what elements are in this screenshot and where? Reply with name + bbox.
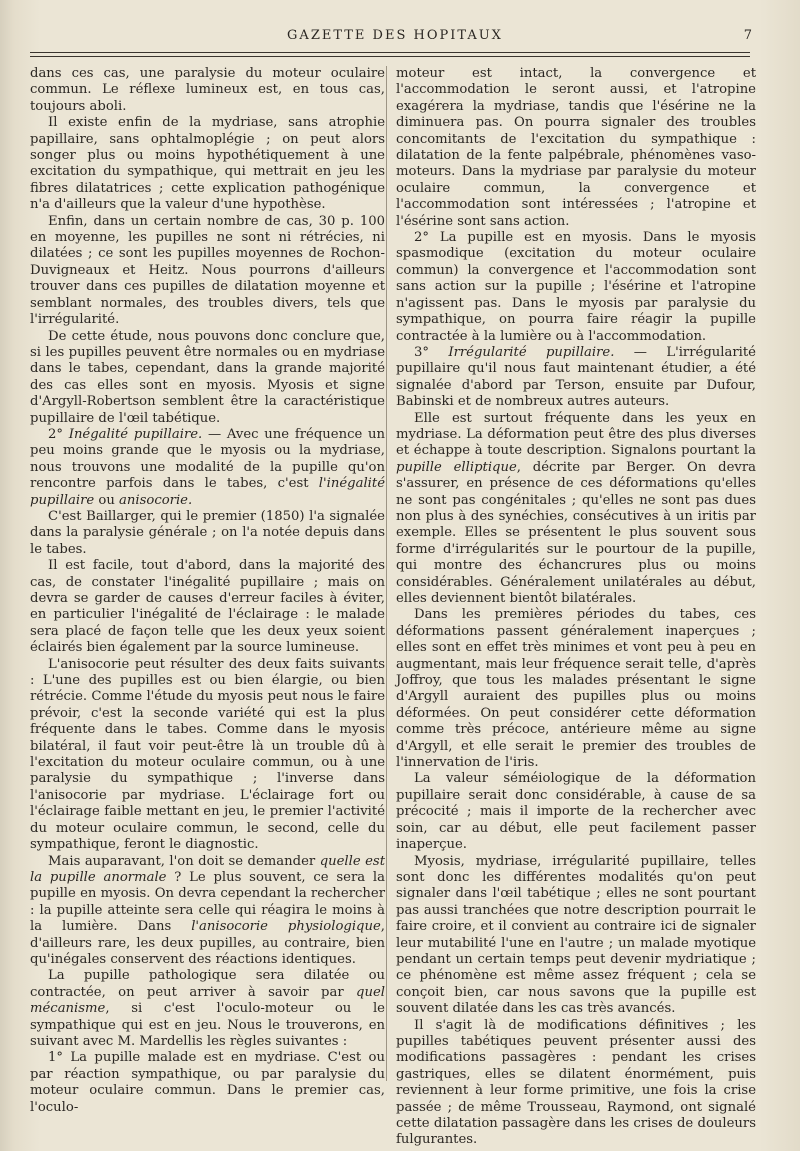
- page-number: 7: [743, 28, 752, 43]
- paragraph: De cette étude, nous pouvons donc conclure que, si les pupilles peuvent être normales ou en mydriase dans le tabes, cependant, dans la grande majorité des cas elles sont en myosis. Myosis et signe d'Argyll-Robertson semblent être la caractéristique pupillaire de l'œil tabétique.: [30, 328, 385, 426]
- left-column: [30, 66, 385, 1116]
- paragraph: 2° La pupille est en myosis. Dans le myosis spasmodique (excitation du moteur oculaire commun) la convergence et l'accommodation sont sans action sur la pupille ; l'ésérine et l'atropine n'agissent pas. Dans le myosis par paralysie du sympathique, on pourra faire réagir la pupille contractée à la lumière ou à l'accommodation.: [396, 230, 756, 344]
- paragraph: La valeur séméiologique de la déformation pupillaire serait donc considérable, à cause de sa précocité ; mais il importe de la rechercher avec soin, car au début, elle peut facilement passer inaperçue.: [396, 771, 756, 853]
- paragraph: Il existe enfin de la mydriase, sans atrophie papillaire, sans ophtalmoplégie ; on peut alors songer plus ou moins hypothétiquement à une excitation du sympathique, qui mettrait en jeu les fibres dilatatrices ; cette explication pathogénique n'a d'ailleurs que la valeur d'une hypothèse.: [30, 115, 385, 213]
- section-heading-paragraph: 2° Inégalité pupillaire. — Avec une fréquence un peu moins grande que le myosis ou la mydriase, nous trouvons une modalité de la pupille qu'on rencontre parfois dans le tabes, c'est l'inégalité pupillaire ou anisocorie.: [30, 426, 385, 508]
- paragraph: moteur est intact, la convergence et l'accommodation le seront aussi, et l'atropine exagérera la mydriase, tandis que l'ésérine ne la diminuera pas. On pourra signaler des troubles concomitants de l'excitation du sympathique : dilatation de la fente palpébrale, phénomènes vaso-moteurs. Dans la mydriase par paralysie du moteur oculaire commun, la convergence et l'accommodation sont intéressées ; l'atropine et l'ésérine sont sans action.: [396, 66, 756, 229]
- paragraph: L'anisocorie peut résulter des deux faits suivants : L'une des pupilles est ou bien élargie, ou bien rétrécie. Comme l'étude du myosis peut nous le faire prévoir, c'est la seconde variété qui est la plus fréquente dans le tabes. Comme dans le myosis bilatéral, il faut voir peut-être là un trouble dû à l'excitation du moteur oculaire commun, ou à une paralysie du sympathique ; l'inverse dans l'anisocorie par mydriase. L'éclairage fort ou l'éclairage faible mettant en jeu, le premier l'activité du moteur oculaire commun, le second, celle du sympathique, feront le diagnostic.: [30, 656, 385, 853]
- paragraph: Mais auparavant, l'on doit se demander quelle est la pupille anormale ? Le plus souvent, ce sera la pupille en myosis. On devra cependant la rechercher : la pupille atteinte sera celle qui réagira le moins à la lumière. Dans l'anisocorie physiologique, d'ailleurs rare, les deux pupilles, au contraire, bien qu'inégales conservent des réactions identiques.: [30, 853, 386, 967]
- section-title: Irrégularité pupillaire.: [448, 344, 615, 360]
- paragraph: Elle est surtout fréquente dans les yeux en mydriase. La déformation peut être des plus diverses et échappe à toute description. Signalons pourtant la pupille elliptique, décrite par Berger. On devra s'assurer, en présence de ces déformations qu'elles ne sont pas congénitales ; qu'elles ne sont pas dues non plus à des synéchies, consécutives à un iritis par exemple. Elles se présentent le plus souvent sous forme d'irrégularités sur le pourtour de la pupille, qui montre des échancrures plus ou moins considérables. Généralement unilatérales au début, elles deviennent bientôt bilatérales.: [396, 410, 756, 606]
- paragraph: Myosis, mydriase, irrégularité pupillaire, telles sont donc les différentes modalités qu'on peut signaler dans l'œil tabétique ; elles ne sont pourtant pas aussi tranchées que notre description pourrait le faire croire, et il convient au contraire ici de signaler leur mutabilité l'une en l'autre ; un malade myotique pendant un certain temps peut devenir mydriatique ; ce phénomène est même assez fréquent ; cela se conçoit bien, car nous savons que la pupille est souvent dilatée dans les cas très avancés.: [396, 853, 756, 1017]
- section-title: Inégalité pupillaire.: [68, 426, 203, 442]
- right-column: [396, 66, 756, 1149]
- paragraph: 1° La pupille malade est en mydriase. C'est ou par réaction sympathique, ou par paralysie du moteur oculaire commun. Dans le premier cas, l'oculo-: [30, 1050, 385, 1115]
- paragraph: dans ces cas, une paralysie du moteur oculaire commun. Le réflexe lumineux est, en tous cas, toujours aboli.: [30, 66, 385, 114]
- paragraph: C'est Baillarger, qui le premier (1850) l'a signalée dans la paralysie générale ; on l'a notée depuis dans le tabes.: [30, 508, 385, 557]
- paragraph: Enfin, dans un certain nombre de cas, 30 p. 100 en moyenne, les pupilles ne sont ni rétrécies, ni dilatées ; ce sont les pupilles moyennes de Rochon-Duvigneaux et Heitz. Nous pourrons d'ailleurs trouver dans ces pupilles de dilatation moyenne et semblant normales, des troubles divers, tels que l'irrégularité.: [30, 213, 385, 328]
- running-title: GAZETTE DES HOPITAUX: [287, 28, 503, 43]
- section-heading-paragraph: 3° Irrégularité pupillaire. — L'irrégularité pupillaire qu'il nous faut maintenant étudier, a été signalée d'abord par Terson, ensuite par Dufour, Babinski et de nombreux autres auteurs.: [396, 344, 756, 410]
- column-divider: [386, 66, 387, 1081]
- header-rule-secondary: [30, 56, 750, 57]
- paragraph: Dans les premières périodes du tabes, ces déformations passent généralement inaperçues ; elles sont en effet très minimes et vont peu à peu en augmentant, mais leur fréquence serait telle, d'après Joffroy, que tous les malades présentant le signe d'Argyll auraient des pupilles plus ou moins déformées. On peut considérer cette déformation comme très précoce, antérieure même au signe d'Argyll, et elle serait le premier des troubles de l'innervation de l'iris.: [396, 607, 756, 771]
- paragraph: La pupille pathologique sera dilatée ou contractée, on peut arriver à savoir par quel mécanisme, si c'est l'oculo-moteur ou le sympathique qui est en jeu. Nous le trouverons, en suivant avec M. Mardellis les règles suivantes :: [30, 968, 385, 1049]
- paragraph: Il s'agit là de modifications définitives ; les pupilles tabétiques peuvent présenter aussi des modifications passagères : pendant les crises gastriques, elles se dilatent énormément, puis reviennent à leur forme primitive, une fois la crise passée ; de même Trousseau, Raymond, ont signalé cette dilatation passagère dans les crises de douleurs fulgurantes.: [396, 1017, 756, 1148]
- paragraph: Il est facile, tout d'abord, dans la majorité des cas, de constater l'inégalité pupillaire ; mais on devra se garder de causes d'erreur faciles à éviter, en particulier l'inégalité de l'éclairage : le malade sera placé de façon telle que les deux yeux soient éclairés bien également par la source lumineuse.: [30, 558, 385, 656]
- page-header: [30, 28, 760, 48]
- header-rule: [30, 52, 750, 53]
